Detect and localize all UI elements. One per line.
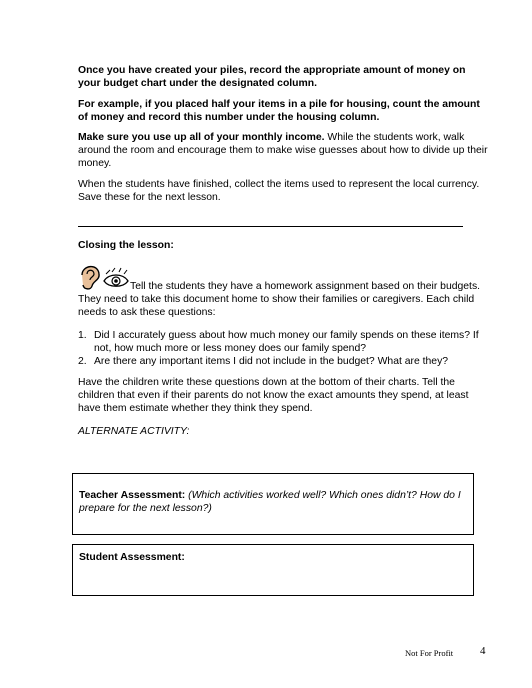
income-emphasis: Make sure you use up all of your monthly income. bbox=[78, 132, 325, 143]
footer-text: Not For Profit bbox=[405, 648, 454, 658]
list-item: 1. Did I accurately guess about how much money our family spends on these items? If not, how much more or less money does our family spend? bbox=[78, 330, 479, 354]
teacher-prompt: (Which activities worked well? Which ones didn’t? How do I prepare for the next lesson?) bbox=[79, 490, 461, 514]
intro-paragraph: Once you have created your piles, record the appropriate amount of money on your budget chart under the designated column. bbox=[78, 65, 466, 89]
example-paragraph: For example, if you placed half your items in a pile for housing, count the amount of money and record this number under the housing column. bbox=[78, 99, 480, 123]
collect-paragraph: When the students have finished, collect the items used to represent the local currency. Save these for the next lesson. bbox=[78, 179, 480, 203]
children-paragraph: Have the children write these questions down at the bottom of their charts. Tell the children that even if their parents do not know the exact amounts they spend, at least have them estimate whether they think they spend. bbox=[78, 377, 469, 414]
student-label: Student Assessment: bbox=[79, 552, 185, 563]
closing-heading: Closing the lesson: bbox=[78, 240, 174, 251]
alternate-activity: ALTERNATE ACTIVITY: bbox=[78, 426, 190, 437]
student-assessment-box bbox=[72, 544, 474, 596]
page-number: 4 bbox=[480, 645, 486, 657]
list-item: 2. Are there any important items I did not include in the budget? What are they? bbox=[78, 356, 449, 367]
homework-paragraph: Tell the students they have a homework assignment based on their budgets. They need to take this document home to show their families or caregivers. Each child needs to ask these questions: bbox=[78, 281, 481, 318]
section-divider bbox=[78, 226, 463, 227]
income-paragraph bbox=[78, 131, 488, 170]
question-list bbox=[78, 329, 488, 368]
teacher-assessment-box bbox=[72, 473, 474, 535]
teacher-label: Teacher Assessment: bbox=[79, 490, 186, 501]
income-rest: While the students work, walk around the room and encourage them to make wise guesses about how to divide up their money. bbox=[78, 132, 488, 169]
